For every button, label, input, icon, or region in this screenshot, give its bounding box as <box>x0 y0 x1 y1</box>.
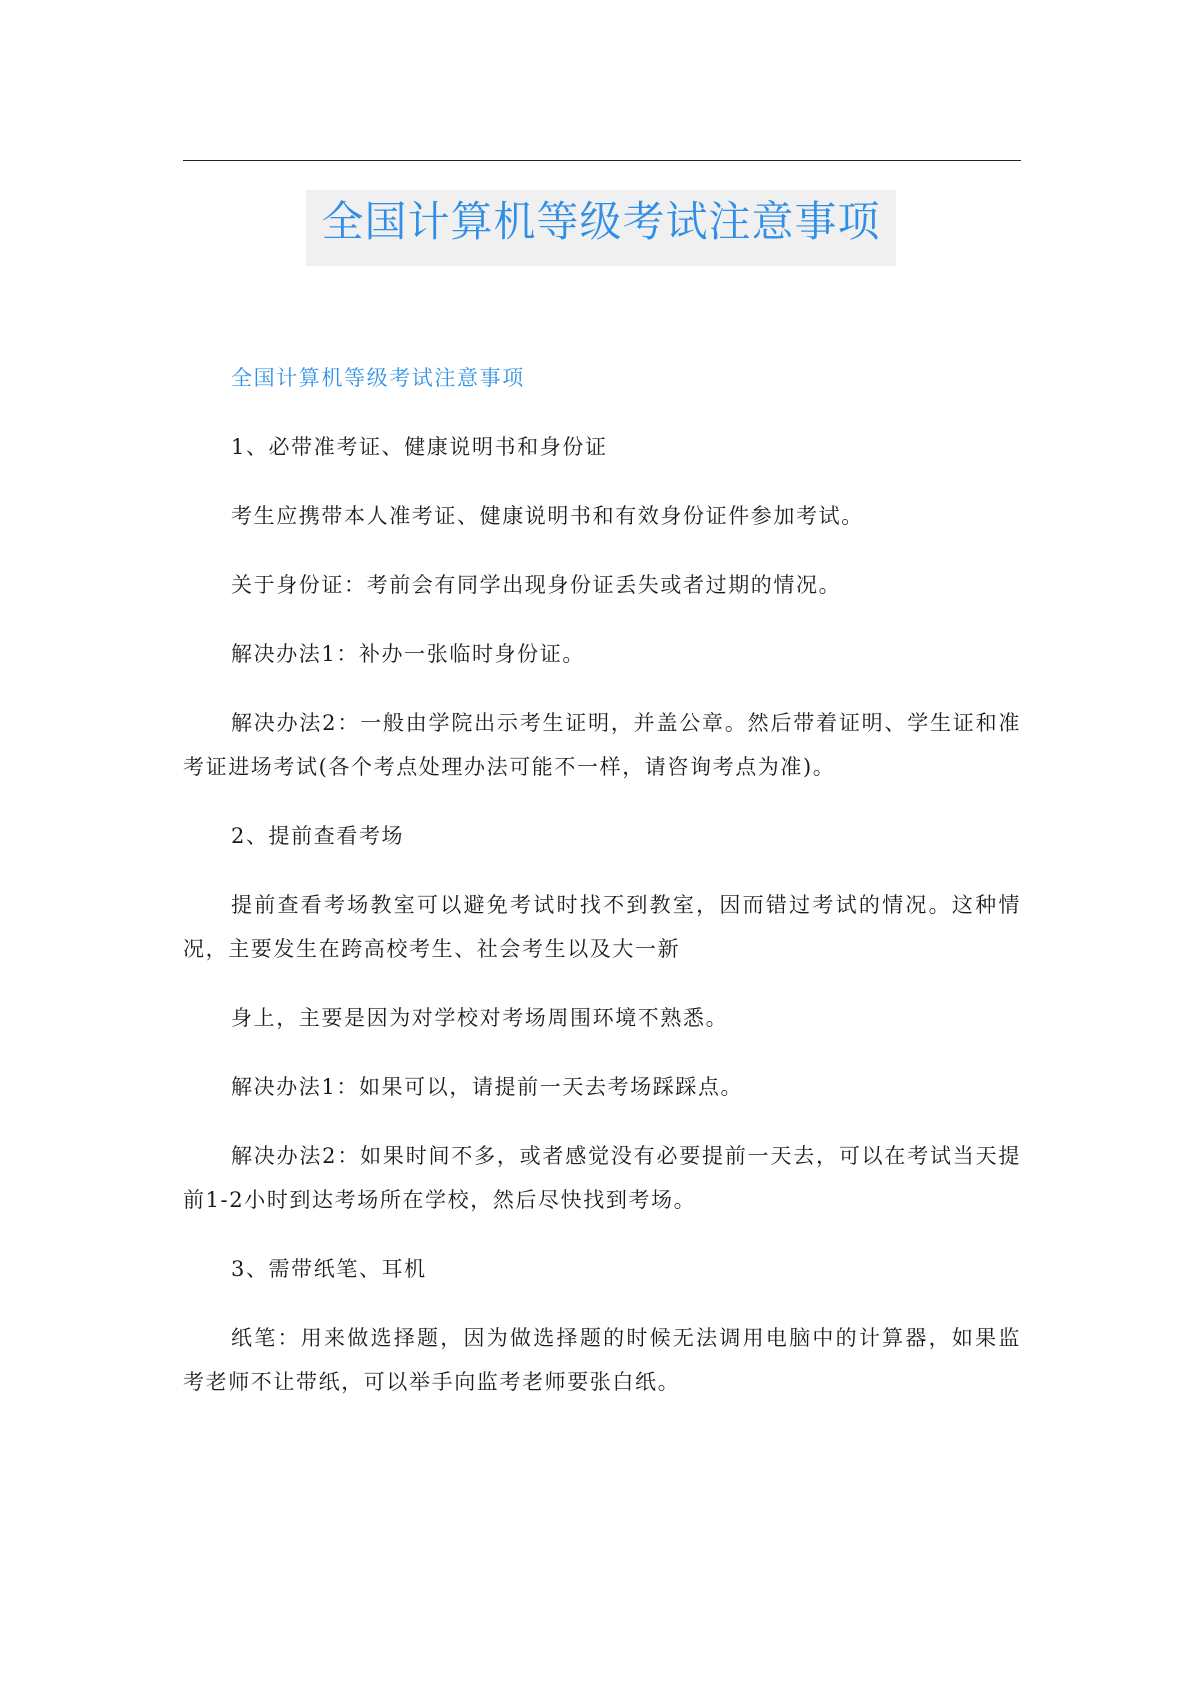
section-heading-1: 1、必带准考证、健康说明书和身份证 <box>231 435 608 459</box>
section-heading-2: 2、提前查看考场 <box>231 824 405 848</box>
paragraph: 关于身份证：考前会有同学出现身份证丢失或者过期的情况。 <box>231 573 842 597</box>
document-body <box>183 356 1021 1429</box>
paragraph: 身上，主要是因为对学校对考场周围环境不熟悉。 <box>231 1006 729 1030</box>
header-rule <box>183 160 1021 161</box>
paragraph: 考生应携带本人准考证、健康说明书和有效身份证件参加考试。 <box>231 504 864 528</box>
section-heading-3: 3、需带纸笔、耳机 <box>231 1257 427 1281</box>
title-block <box>306 190 896 266</box>
paragraph: 提前查看考场教室可以避免考试时找不到教室，因而错过考试的情况。这种情况，主要发生在跨高校考生、社会考生以及大一新 <box>183 893 1021 961</box>
body-subtitle: 全国计算机等级考试注意事项 <box>231 366 525 390</box>
paragraph: 解决办法2：如果时间不多，或者感觉没有必要提前一天去，可以在考试当天提前1-2小时到达考场所在学校，然后尽快找到考场。 <box>183 1144 1021 1212</box>
paragraph: 解决办法2：一般由学院出示考生证明，并盖公章。然后带着证明、学生证和准考证进场考试(各个考点处理办法可能不一样，请咨询考点为准)。 <box>183 711 1021 779</box>
document-title: 全国计算机等级考试注意事项 <box>321 197 881 246</box>
paragraph: 解决办法1：如果可以，请提前一天去考场踩踩点。 <box>231 1075 744 1099</box>
paragraph: 解决办法1：补办一张临时身份证。 <box>231 642 585 666</box>
paragraph: 纸笔：用来做选择题，因为做选择题的时候无法调用电脑中的计算器，如果监考老师不让带纸，可以举手向监考老师要张白纸。 <box>183 1326 1021 1394</box>
